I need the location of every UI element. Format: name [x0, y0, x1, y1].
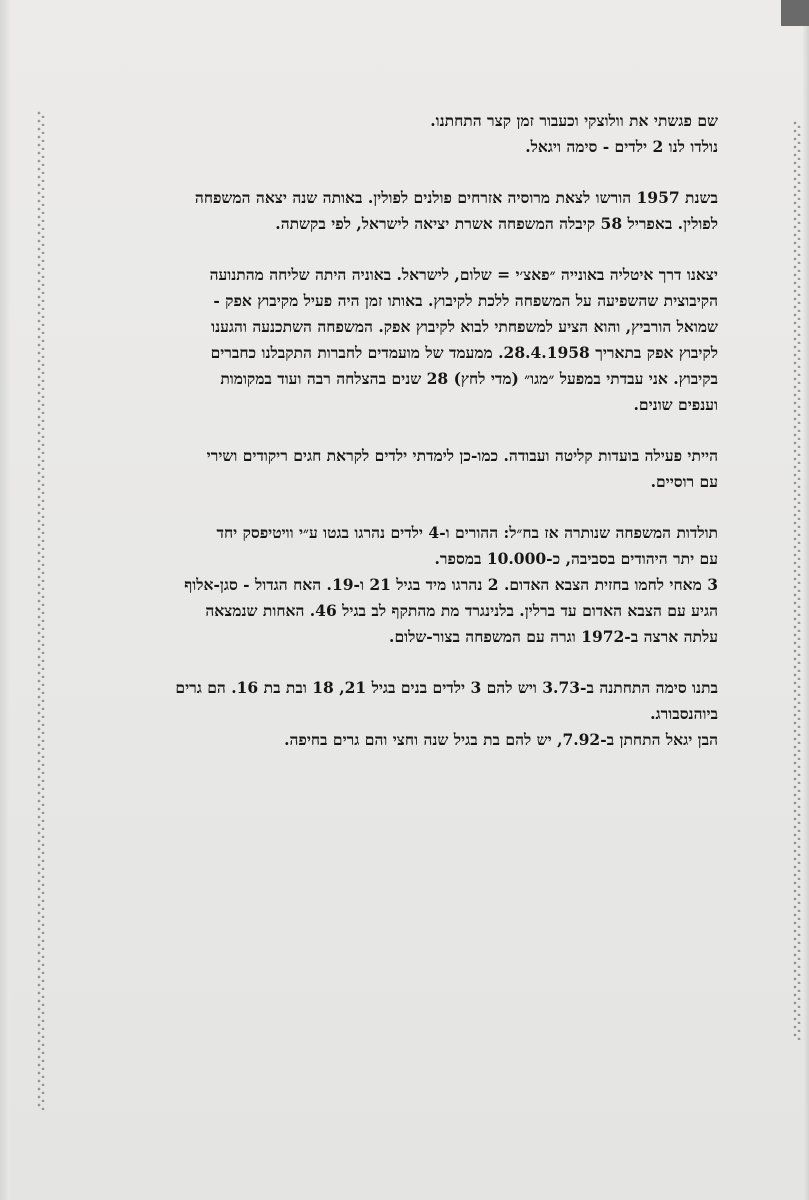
text-line: וענפים שונים. — [633, 395, 718, 414]
paragraph-1957 — [70, 185, 718, 237]
text-line: הקיבוצית שהשפיעה על המשפחה ללכת לקיבוץ. באותו זמן היה פעיל מקיבוץ אפק - — [213, 291, 718, 310]
scan-shadow-right — [803, 0, 809, 1200]
decorative-border-right — [793, 120, 801, 1040]
decorative-border-left — [37, 110, 45, 1110]
text-line: 3 מאחי לחמו בחזית הצבא האדום. 2 נהרגו מיד בגיל 21 ו-19. האח הגדול - סגן-אלוף — [184, 575, 718, 594]
text-line: שמואל הורביץ, והוא הציע למשפחתי לבוא לקיבוץ אפק. המשפחה השתכנעה והגענו — [211, 317, 718, 336]
text-line: נולדו לנו 2 ילדים - סימה ויגאל. — [525, 137, 718, 156]
text-line: בקיבוץ. אני עבדתי במפעל ״מגו״ (מדי לחץ) 28 שנים בהצלחה רבה ועוד במקומות — [220, 369, 718, 388]
text-line: עלתה ארצה ב-1972 וגרה עם המשפחה בצור-שלום. — [389, 627, 718, 646]
text-line: לקיבוץ אפק בתאריך 28.4.1958. ממעמד של מועמדים לחברות התקבלנו כחברים — [210, 343, 718, 362]
paragraph-family-history — [70, 520, 718, 650]
paragraph-marriage — [70, 108, 718, 160]
text-line: שם פגשתי את וולוצקי וכעבור זמן קצר התחתנו. — [430, 111, 718, 130]
text-line: בשנת 1957 הורשו לצאת מרוסיה אזרחים פולנים לפולין. באותה שנה יצאה המשפחה — [194, 188, 718, 207]
scan-shadow-left — [0, 0, 10, 1200]
corner-mark — [781, 0, 809, 26]
paragraph-activities — [70, 443, 718, 495]
text-line: לפולין. באפריל 58 קיבלה המשפחה אשרת יציאה לישראל, לפי בקשתה. — [275, 214, 718, 233]
text-line: עם יתר היהודים בסביבה, כ-10.000 במספר. — [434, 549, 718, 568]
text-line: תולדות המשפחה שנותרה אז בח״ל: ההורים ו-4 ילדים נהרגו בגטו ע״י וויטיפסק יחד — [216, 523, 718, 542]
text-line: הבן יגאל התחתן ב-7.92, יש להם בת בגיל שנה וחצי והם גרים בחיפה. — [284, 730, 718, 749]
text-line: ביוהנסבורג. — [650, 704, 718, 723]
paragraph-voyage — [70, 262, 718, 418]
text-line: הגיע עם הצבא האדום עד ברלין. בלנינגרד מת מהתקף לב בגיל 46. האחות שנמצאה — [205, 601, 718, 620]
text-line: עם רוסיים. — [650, 472, 718, 491]
text-line: הייתי פעילה בועדות קליטה ועבודה. כמו-כן לימדתי ילדים לקראת חגים ריקודים ושירי — [206, 446, 718, 465]
paragraph-children — [70, 675, 718, 753]
document-body — [70, 108, 718, 753]
text-line: בתנו סימה התחתנה ב-3.73 ויש להם 3 ילדים בנים בגיל 21, 18 ובת בת 16. הם גרים — [175, 678, 718, 697]
text-line: יצאנו דרך איטליה באונייה ״פאצ׳י = שלום, לישראל. באוניה היתה שליחה מהתנועה — [209, 265, 718, 284]
